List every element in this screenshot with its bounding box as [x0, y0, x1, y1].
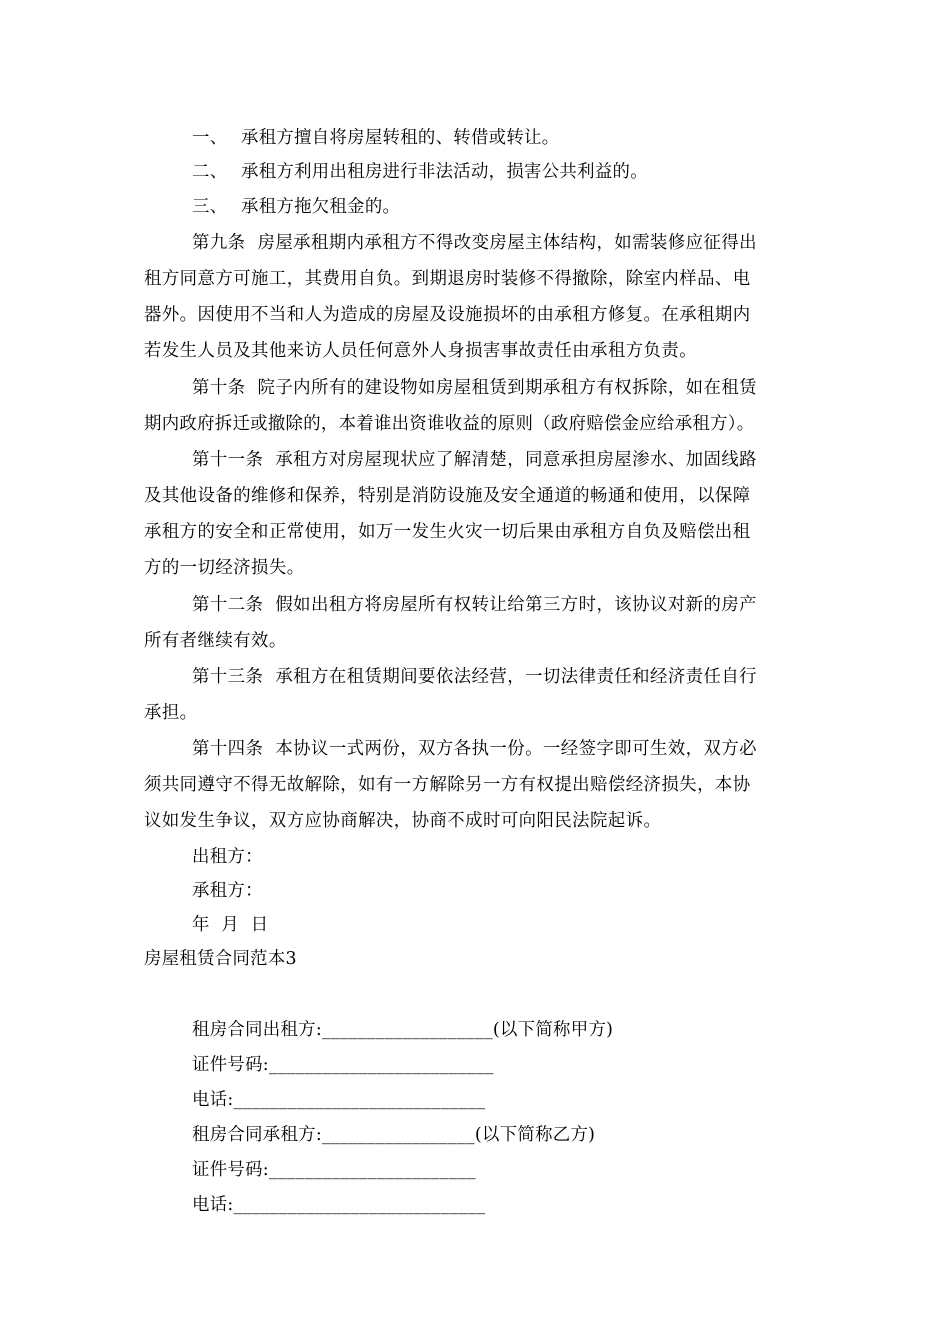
lessor-name-field: 租房合同出租方:___________________(以下简称甲方) [192, 1020, 614, 1040]
article-14-line-1: 第十四条 本协议一式两份，双方各执一份。一经签字即可生效，双方必 [192, 739, 758, 759]
article-14-line-3: 议如发生争议，双方应协商解决，协商不成时可向阳民法院起诉。 [144, 811, 662, 831]
article-11-line-3: 承租方的安全和正常使用，如万一发生火灾一切后果由承租方自负及赔偿出租 [144, 522, 751, 542]
article-10-line-2: 期内政府拆迁或撤除的，本着谁出资谁收益的原则（政府赔偿金应给承租方）。 [144, 414, 755, 434]
article-13-line-2: 承担。 [144, 703, 198, 723]
article-9-line-3: 器外。因使用不当和人为造成的房屋及设施损坏的由承租方修复。在承租期内 [144, 305, 751, 325]
lessee-name-field: 租房合同承租方:_________________(以下简称乙方) [192, 1125, 596, 1145]
date-label: 年 月 日 [192, 915, 269, 935]
list-item-2: 承租方利用出租房进行非法活动，损害公共利益的。 [241, 162, 648, 182]
lessor-id-field: 证件号码:_________________________ [192, 1055, 494, 1075]
section-title: 房屋租赁合同范本3 [144, 949, 297, 969]
article-14-line-2: 须共同遵守不得无故解除，如有一方解除另一方有权提出赔偿经济损失，本协 [144, 775, 751, 795]
article-12-line-2: 所有者继续有效。 [144, 631, 287, 651]
article-9-line-2: 租方同意方可施工，其费用自负。到期退房时装修不得撤除，除室内样品、电 [144, 269, 751, 289]
article-11-line-1: 第十一条 承租方对房屋现状应了解清楚，同意承担房屋渗水、加固线路 [192, 450, 758, 470]
lessor-phone-field: 电话:____________________________ [192, 1090, 486, 1110]
article-9-line-4: 若发生人员及其他来访人员任何意外人身损害事故责任由承租方负责。 [144, 341, 698, 361]
article-12-line-1: 第十二条 假如出租方将房屋所有权转让给第三方时，该协议对新的房产 [192, 595, 758, 615]
list-marker-1: 一、 [192, 128, 228, 148]
list-item-3: 承租方拖欠租金的。 [241, 197, 401, 217]
list-marker-2: 二、 [192, 162, 228, 182]
lessee-phone-field: 电话:____________________________ [192, 1195, 486, 1215]
article-9-line-1: 第九条 房屋承租期内承租方不得改变房屋主体结构，如需装修应征得出 [192, 233, 758, 253]
lessor-signature-label: 出租方： [192, 847, 263, 867]
list-marker-3: 三、 [192, 197, 228, 217]
article-10-line-1: 第十条 院子内所有的建设物如房屋租赁到期承租方有权拆除，如在租赁 [192, 378, 758, 398]
article-11-line-2: 及其他设备的维修和保养，特别是消防设施及安全通道的畅通和使用，以保障 [144, 486, 751, 506]
article-11-line-4: 方的一切经济损失。 [144, 558, 305, 578]
article-13-line-1: 第十三条 承租方在租赁期间要依法经营，一切法律责任和经济责任自行 [192, 667, 758, 687]
lessee-signature-label: 承租方： [192, 881, 263, 901]
lessee-id-field: 证件号码:_______________________ [192, 1160, 476, 1180]
list-item-1: 承租方擅自将房屋转租的、转借或转让。 [241, 128, 560, 148]
